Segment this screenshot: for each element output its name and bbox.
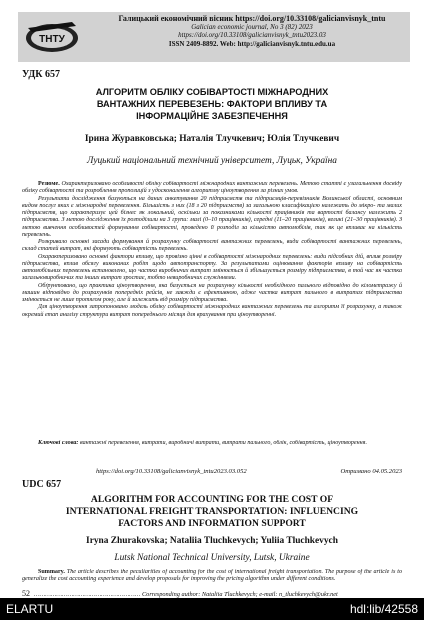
udc-en: UDC 657: [22, 479, 62, 490]
abstract-ua-p4: Охарактеризовано основні фактори впливу, що провізно цінні в собівартості міжнародних перевезень: види підсобних дій, вплив розміру підприємства, вплив обсягу виконаних робіт щодо автотранспорту. За результатами оцінювання факторів впливу на собівартість автомобільних перевезень встановлено, що частка виробничих витрат змінюється й збільшується розміру підприємства, в той час як частка загальновиробничих та інших витрат зростає, тобто невиробничих служіннями.: [22, 253, 402, 282]
footer-dots: …………………………………………………: [34, 591, 141, 598]
title-en-line-1: ALGORITHM FOR ACCOUNTING FOR THE COST OF: [90, 494, 334, 505]
authors-ua: Ірина Журавковська; Наталія Тлучкевич; Юлія Тлучкевич: [84, 134, 340, 144]
title-en-line-2: INTERNATIONAL FREIGHT TRANSPORTATION: INFLUENCING: [65, 506, 359, 517]
journal-header: [18, 12, 410, 62]
affiliation-en: Lutsk National Technical University, Lutsk, Ukraine: [114, 553, 310, 563]
abstract-ua-p3: Розкривало основні засади формування й розрахунку собівартості вантажних перевезень, види собівартості вантажних перевезень, склад статей витрат, які формують собівартість перевезень.: [22, 239, 402, 253]
keywords-ua: [22, 440, 402, 456]
udc-ua: УДК 657: [22, 69, 60, 80]
repository-name[interactable]: ELARTU: [6, 602, 54, 616]
title-ua-line-2: ВАНТАЖНИХ ПЕРЕВЕЗЕНЬ: ФАКТОРИ ВПЛИВУ ТА: [96, 99, 328, 109]
repository-bar: [0, 598, 424, 620]
handle-id[interactable]: hdl:lib/42558: [349, 602, 418, 616]
abstract-ua-p6: Для ціноутворення запропоновано модель обліку собівартості міжнародних вантажних перевезень та алгоритм її розрахунку, а також окремий етап аналізу структури витрат попереднього місяця для врахування при ціноутворенні.: [22, 304, 402, 318]
corresponding-author: Corresponding author: Nataliia Tluchkevych; e-mail: n_tluchkevych@ukr.net: [141, 591, 338, 598]
abstract-ua-p1: Охарактеризовано особливості обліку собівартості міжнародних вантажних перевезень. Метою статті є узагальнення досвіду обліку собівартості та розроблення пропозицій з удосконалення алгоритму ціноутворення за різних умов.: [22, 181, 402, 195]
abstract-ua: [22, 181, 402, 437]
page-number: 52: [22, 589, 30, 598]
abstract-ua-p2: Результати дослідження базуються на даних анкетування 20 підприємств та підприємців-перевізників Волинської області, основним видом послуг яких є міжнародні перевезення. Більшість з них (18 з 20 підприємств) за загальною класифікацією належать до мікро- та малих підприємств, що характеризує цей бізнес як локальний, оскільки за показниками кількості працівників та вартості балансу належить 2 підприємства. З метою дослідження їх розподілили на 3 групи: малі (0–10 працівників), середні (11–20 працівників), великі (21–30 працівників). З метою вивчення особливостей формування собівартості, проведено її розподіл за кількістю автомобілів, так як це впливає на кількість перевезень.: [22, 195, 402, 238]
abstract-en: [22, 569, 402, 591]
keywords-label-ua: Ключові слова:: [38, 440, 79, 446]
page-footer: [22, 589, 402, 598]
logo-text: ТНТУ: [39, 34, 65, 45]
summary-label-ua: Резюме.: [38, 181, 60, 187]
affiliation-ua: Луцький національний технічний університет, Луцьк, Україна: [86, 156, 337, 166]
article-title-ua: [40, 86, 384, 122]
journal-title: Галицький економічний вісник https://doi.org/10.33108/galicianvisnyk_tntu: [118, 14, 386, 23]
abstract-en-text: The article describes the peculiarities of accounting for the cost of international freight transportation. The purpose of the article is to generalize the cost accounting experience and develop proposals for improving the pricing algorithm under different conditions.: [22, 569, 402, 583]
university-logo-icon: [24, 18, 80, 56]
authors-en: Iryna Zhurakovska; Nataliia Tluchkevych; Yuliia Tluchkevych: [86, 536, 338, 546]
received-date: Отримано 04.05.2023: [340, 468, 402, 475]
title-en-line-3: FACTORS AND INFORMATION SUPPORT: [118, 518, 306, 529]
article-title-en: [40, 494, 384, 530]
summary-label-en: Summary.: [38, 569, 65, 575]
abstract-ua-p5: Обґрунтовано, що практика ціноутворення, яка базується на розрахунку кількості необхідного пального відповідно до кілометражу й машин відповідно до розрахунків попередніх рейсів, не завжди є ефективною, адже частка витрат пального в витратах підприємства змінюється не лише протягом року, але й залежить від розміру підприємства.: [22, 282, 402, 303]
issue-doi: https://doi.org/10.33108/galicianvisnyk_tntu2023.03: [178, 31, 326, 40]
keywords-ua-text: вантажні перевезення, витрати, виробничі витрати, витрати пального, облік, собівартість, ціноутворення.: [79, 440, 368, 446]
journal-title-en: Galician economic journal, No 3 (82) 2023: [191, 23, 313, 32]
article-doi[interactable]: https://doi.org/10.33108/galicianvisnyk_tntu2023.03.052: [96, 468, 247, 475]
issn-line: ISSN 2409-8892. Web: http://galicianvisnyk.tntu.edu.ua: [168, 39, 336, 48]
title-ua-line-3: ІНФОРМАЦІЙНЕ ЗАБЕЗПЕЧЕННЯ: [136, 111, 288, 121]
title-ua-line-1: АЛГОРИТМ ОБЛІКУ СОБІВАРТОСТІ МІЖНАРОДНИХ: [95, 87, 329, 97]
